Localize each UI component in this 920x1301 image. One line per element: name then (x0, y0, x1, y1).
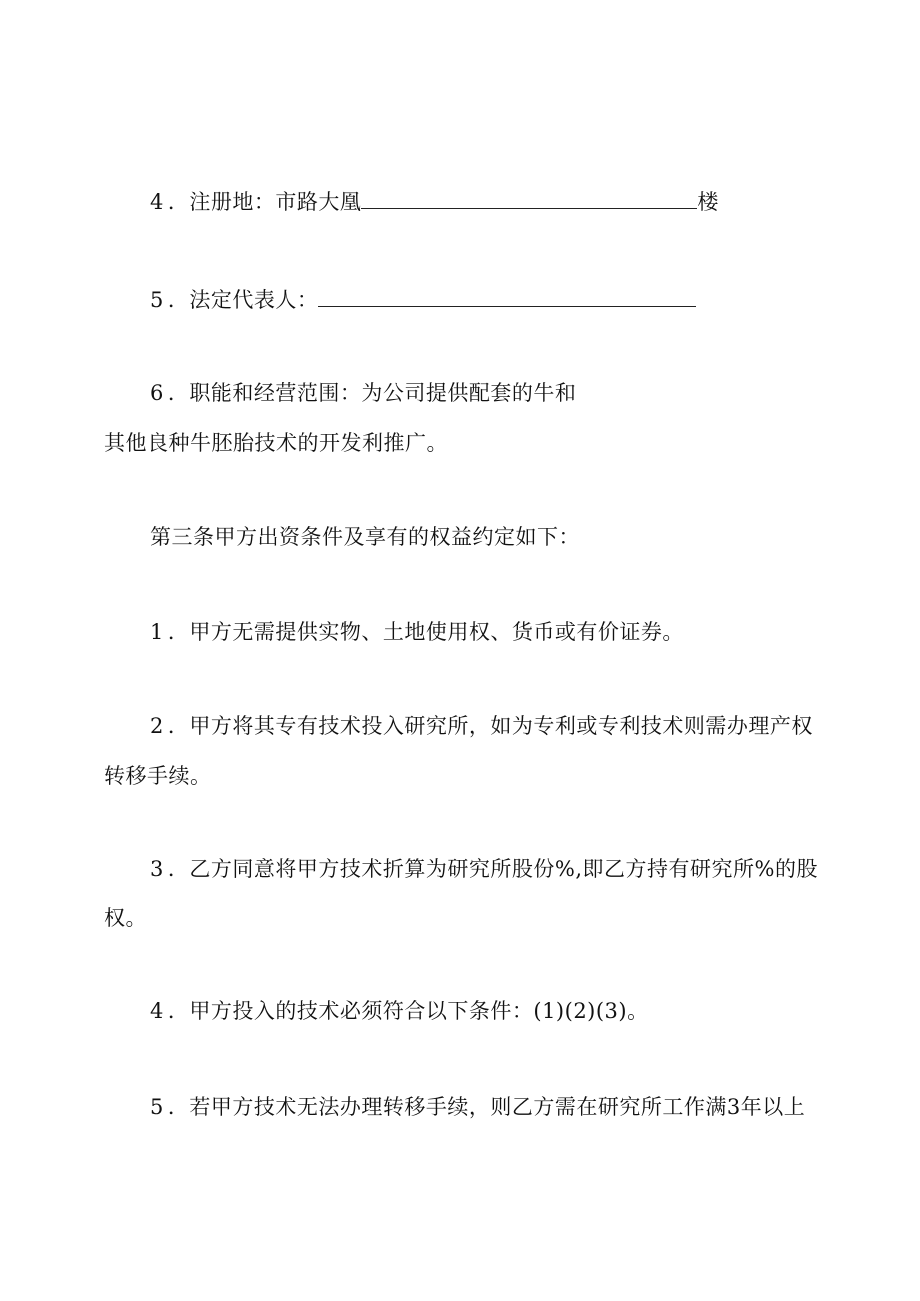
clause-number: 2 (150, 714, 164, 738)
item-registered-address (150, 187, 719, 217)
clause-text: ．乙方同意将甲方技术折算为研究所股份%,即乙方持有研究所%的股 (167, 857, 818, 881)
item-business-scope (150, 378, 576, 408)
clause-text: ．甲方无需提供实物、土地使用权、货币或有价证券。 (167, 620, 684, 644)
fill-blank-line (318, 288, 696, 307)
fill-blank-line (361, 190, 697, 209)
item-text-continued: 其他良种牛胚胎技术的开发利推广。 (104, 431, 448, 455)
item-number: 6 (150, 381, 164, 405)
clause-5 (150, 1092, 805, 1122)
clause-3 (150, 854, 818, 884)
clause-number: 3 (150, 857, 164, 881)
clause-2 (150, 711, 813, 741)
clause-2-cont (104, 761, 212, 791)
item-label: ．法定代表人： (167, 288, 319, 312)
item-suffix: 楼 (697, 190, 719, 214)
clause-1 (150, 617, 684, 647)
item-legal-representative (150, 285, 696, 315)
item-business-scope-cont (104, 428, 448, 458)
item-text: ．职能和经营范围：为公司提供配套的牛和 (167, 381, 577, 405)
clause-number: 4 (150, 999, 164, 1023)
clause-3-cont (104, 903, 147, 933)
clause-number: 1 (150, 620, 164, 644)
article-heading (150, 522, 580, 552)
item-number: 5 (150, 288, 164, 312)
clause-number: 5 (150, 1095, 164, 1119)
clause-text: ．若甲方技术无法办理转移手续，则乙方需在研究所工作满3年以上 (167, 1095, 806, 1119)
item-label: ．注册地：市路大凰 (167, 190, 362, 214)
clause-text-continued: 权。 (104, 906, 147, 930)
item-number: 4 (150, 190, 164, 214)
clause-text: ．甲方将其专有技术投入研究所，如为专利或专利技术则需办理产权 (167, 714, 813, 738)
clause-4 (150, 996, 649, 1026)
clause-text: ．甲方投入的技术必须符合以下条件：(1)(2)(3)。 (167, 999, 649, 1023)
clause-text-continued: 转移手续。 (104, 764, 212, 788)
article-heading-text: 第三条甲方出资条件及享有的权益约定如下： (150, 525, 580, 549)
